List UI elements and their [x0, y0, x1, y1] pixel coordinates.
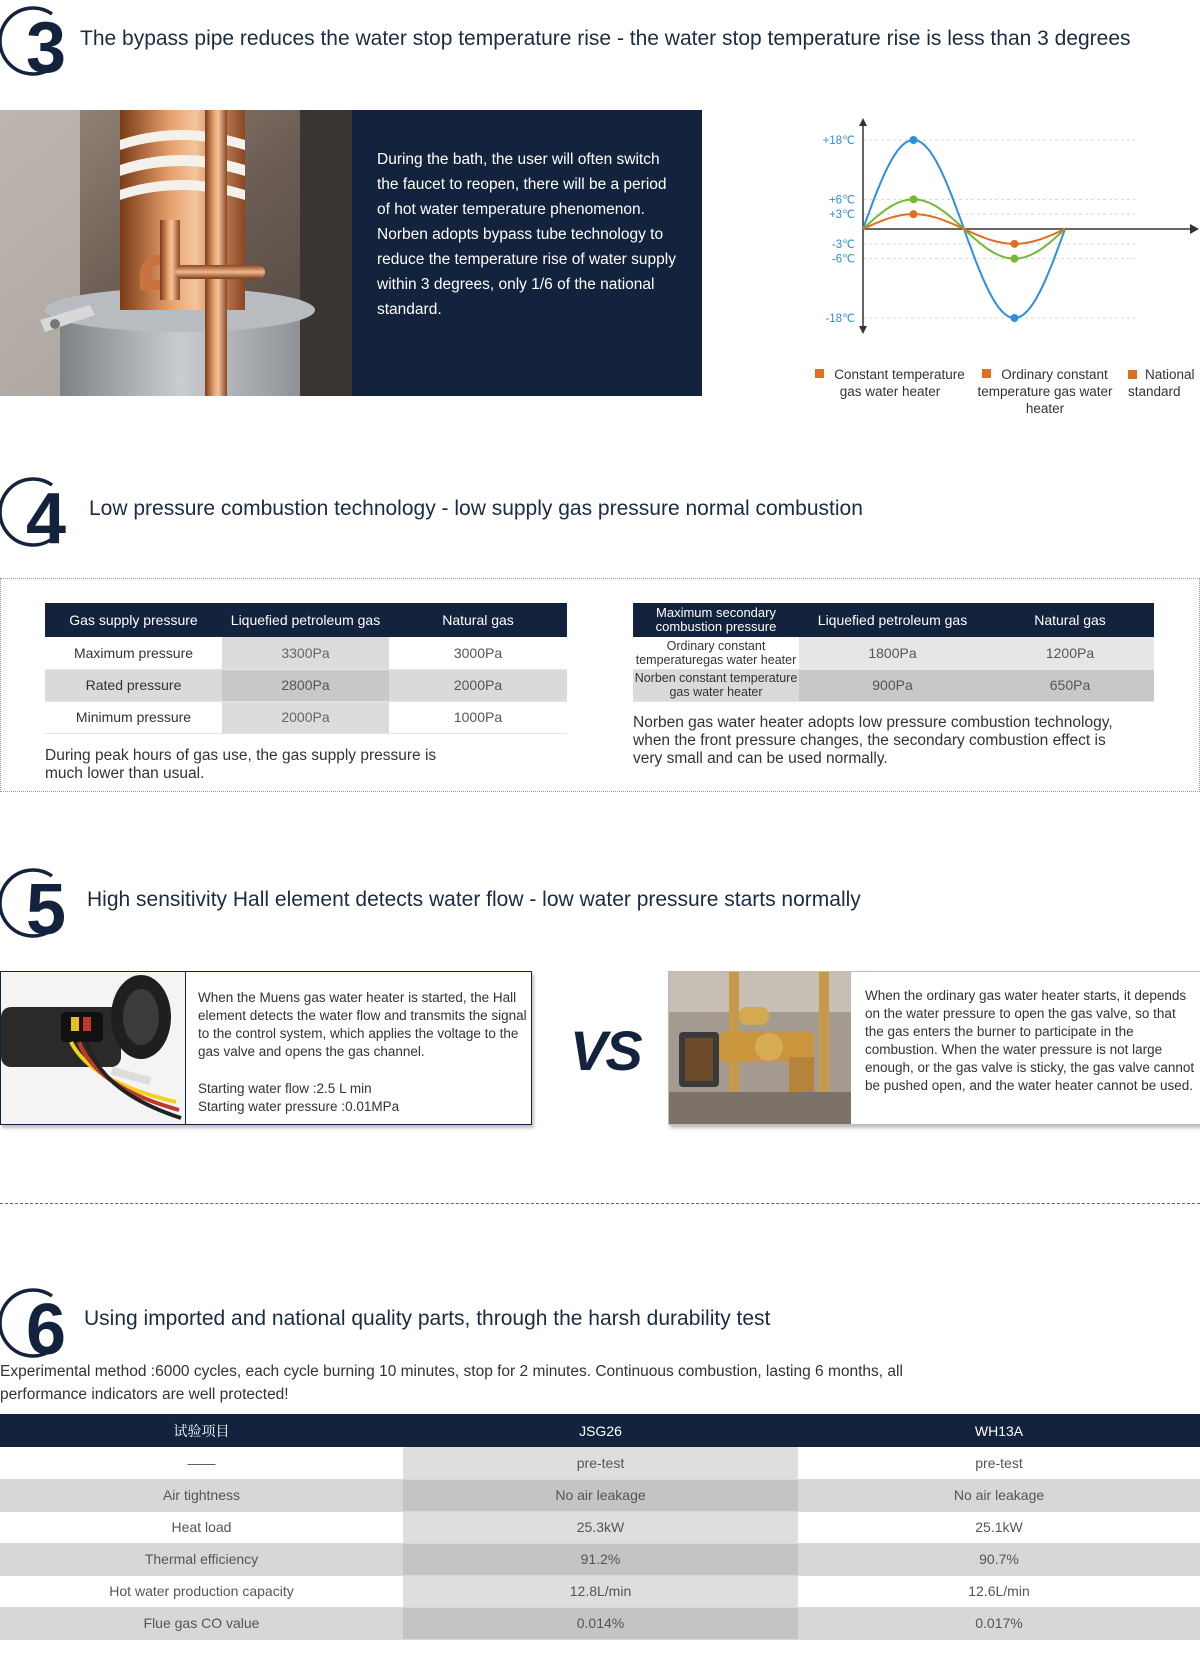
temperature-chart [795, 118, 1200, 348]
section-4-badge [0, 471, 70, 555]
legend-label-1: Constant temperature gas water heater [834, 367, 965, 399]
legend-item-1 [805, 366, 975, 400]
series-point-1 [910, 136, 918, 144]
table-header: 试验项目 [0, 1414, 403, 1447]
vs-label: VS [570, 1019, 641, 1082]
series-point-3 [1011, 240, 1019, 248]
table-row [633, 637, 1154, 669]
table-cell: 91.2% [403, 1543, 798, 1575]
legend-swatch-3 [1128, 370, 1137, 379]
section-6-number: 6 [25, 1290, 67, 1366]
table-row [0, 1479, 1200, 1511]
series-point-3 [910, 210, 918, 218]
table-row [45, 637, 567, 669]
y-tick-label: -6℃ [831, 253, 855, 266]
starting-water-pressure: Starting water pressure :0.01MPa [198, 1099, 400, 1114]
section-6-title: Using imported and national quality parts, through the harsh durability test [84, 1307, 771, 1330]
section-divider [0, 1203, 1200, 1204]
series-point-1 [1011, 314, 1019, 322]
table-cell: Norben constant temperature gas water heater [634, 671, 798, 699]
bypass-description-panel [352, 110, 702, 396]
table-cell: 12.6L/min [798, 1575, 1200, 1607]
table-cell: Ordinary constant temperaturegas water heater [633, 637, 799, 669]
legend-label-2: Ordinary constant temperature gas water heater [977, 367, 1113, 416]
table-row [633, 669, 1154, 701]
table-cell: 25.3kW [403, 1511, 798, 1543]
gas-supply-pressure-table [45, 603, 567, 734]
gas-supply-note: During peak hours of gas use, the gas supply pressure is much lower than usual. [45, 747, 437, 782]
table-cell: 900Pa [799, 669, 986, 701]
table-header: Natural gas [389, 603, 567, 637]
table-cell: No air leakage [403, 1479, 798, 1511]
starting-water-flow: Starting water flow :2.5 L min [198, 1081, 372, 1096]
temperature-chart-svg [795, 118, 1200, 348]
durability-test-table [0, 1414, 1200, 1640]
table-cell: pre-test [403, 1447, 798, 1479]
table-header: Maximum secondary combustion pressure [633, 603, 799, 637]
table-row [0, 1607, 1200, 1639]
bypass-description: During the bath, the user will often switch the faucet to reopen, there will be a period of hot water temperature phenomenon. Norben adopts bypass tube technology to reduce the temperature rise of water supply within 3 degrees, only 1/6 of the national standard. [377, 151, 676, 318]
legend-label-3: National standard [1128, 367, 1195, 399]
table-row [0, 1575, 1200, 1607]
y-tick-label: -18℃ [825, 313, 855, 325]
table-row [0, 1511, 1200, 1543]
legend-item-3 [1128, 366, 1200, 400]
table-row [0, 1447, 1200, 1479]
y-tick-label: +6℃ [828, 194, 855, 207]
y-tick-label: +18℃ [822, 135, 855, 147]
table-header: Liquefied petroleum gas [222, 603, 389, 637]
table-cell: Hot water production capacity [0, 1575, 403, 1607]
table-cell: pre-test [798, 1447, 1200, 1479]
legend-swatch-2 [982, 369, 991, 378]
table-header: Liquefied petroleum gas [799, 603, 986, 637]
y-tick-label: +3℃ [828, 209, 855, 222]
section-4-title: Low pressure combustion technology - low supply gas pressure normal combustion [89, 497, 863, 520]
section-3-number: 3 [25, 8, 67, 84]
hall-sensor-photo [1, 972, 186, 1124]
table-cell: 2000Pa [389, 669, 567, 701]
series-point-2 [1011, 255, 1019, 263]
table-cell: Heat load [0, 1511, 403, 1543]
table-row [45, 701, 567, 733]
table-cell: 90.7% [798, 1543, 1200, 1575]
y-axis-arrow-top [859, 118, 867, 126]
section-5-number: 5 [25, 870, 67, 946]
table-cell: No air leakage [798, 1479, 1200, 1511]
table-cell: 1000Pa [389, 701, 567, 733]
hall-element-text: When the Muens gas water heater is started, the Hall element detects the water flow and transmits the signal to the control system, which applies the voltage to the gas valve and opens the gas channel. [198, 990, 527, 1059]
x-axis-arrow [1190, 224, 1199, 234]
series-point-2 [910, 195, 918, 203]
table-cell: 12.8L/min [403, 1575, 798, 1607]
table-cell: 1200Pa [986, 637, 1154, 669]
table-cell: 2000Pa [222, 701, 389, 733]
table-row [45, 669, 567, 701]
table-cell: 1800Pa [799, 637, 986, 669]
table-header: Natural gas [986, 603, 1154, 637]
table-cell: 25.1kW [798, 1511, 1200, 1543]
table-cell: 2800Pa [222, 669, 389, 701]
table-row [0, 1543, 1200, 1575]
table-cell: 0.014% [403, 1607, 798, 1639]
section-3-title: The bypass pipe reduces the water stop temperature rise - the water stop temperature rise is less than 3 degrees [80, 27, 1131, 50]
section-4-number: 4 [25, 479, 67, 555]
table-cell: 650Pa [986, 669, 1154, 701]
table-cell: Maximum pressure [45, 637, 222, 669]
experimental-method: Experimental method :6000 cycles, each cycle burning 10 minutes, stop for 2 minutes. Continuous combustion, lasting 6 months, all performance indicators are well protected! [0, 1363, 903, 1403]
table-cell: 3000Pa [389, 637, 567, 669]
ordinary-heater-text: When the ordinary gas water heater starts, it depends on the water pressure to open the gas valve, so that the gas enters the burner to participate in the combustion. When the water pressure is not large enough, or the gas valve is sticky, the gas valve cannot be pushed open, and the water heater cannot be used. [865, 988, 1195, 1093]
gas-valve-photo [669, 972, 851, 1124]
y-tick-label: -3℃ [831, 238, 855, 251]
table-cell: Air tightness [0, 1479, 403, 1511]
secondary-combustion-table [633, 603, 1154, 702]
table-header: WH13A [798, 1414, 1200, 1447]
section-5-badge [0, 862, 70, 946]
section-3-badge [0, 0, 70, 84]
table-cell: 0.017% [798, 1607, 1200, 1639]
table-cell: —— [0, 1447, 403, 1479]
low-pressure-note: Norben gas water heater adopts low pressure combustion technology, when the front pressure changes, the secondary combustion effect is very small and can be used normally. [633, 714, 1113, 767]
legend-item-2 [970, 366, 1120, 417]
hall-element-card [0, 971, 532, 1125]
table-cell: Minimum pressure [45, 701, 222, 733]
bypass-pipe-photo [0, 110, 352, 396]
y-axis-arrow-bottom [859, 326, 867, 334]
table-cell: Flue gas CO value [0, 1607, 403, 1639]
table-header: JSG26 [403, 1414, 798, 1447]
table-cell: 3300Pa [222, 637, 389, 669]
table-header: Gas supply pressure [45, 603, 222, 637]
section-5-title: High sensitivity Hall element detects water flow - low water pressure starts normally [87, 888, 861, 911]
table-cell: Rated pressure [45, 669, 222, 701]
section-6-badge [0, 1282, 70, 1366]
ordinary-valve-card [668, 971, 1200, 1125]
legend-swatch-1 [815, 369, 824, 378]
table-cell: Thermal efficiency [0, 1543, 403, 1575]
